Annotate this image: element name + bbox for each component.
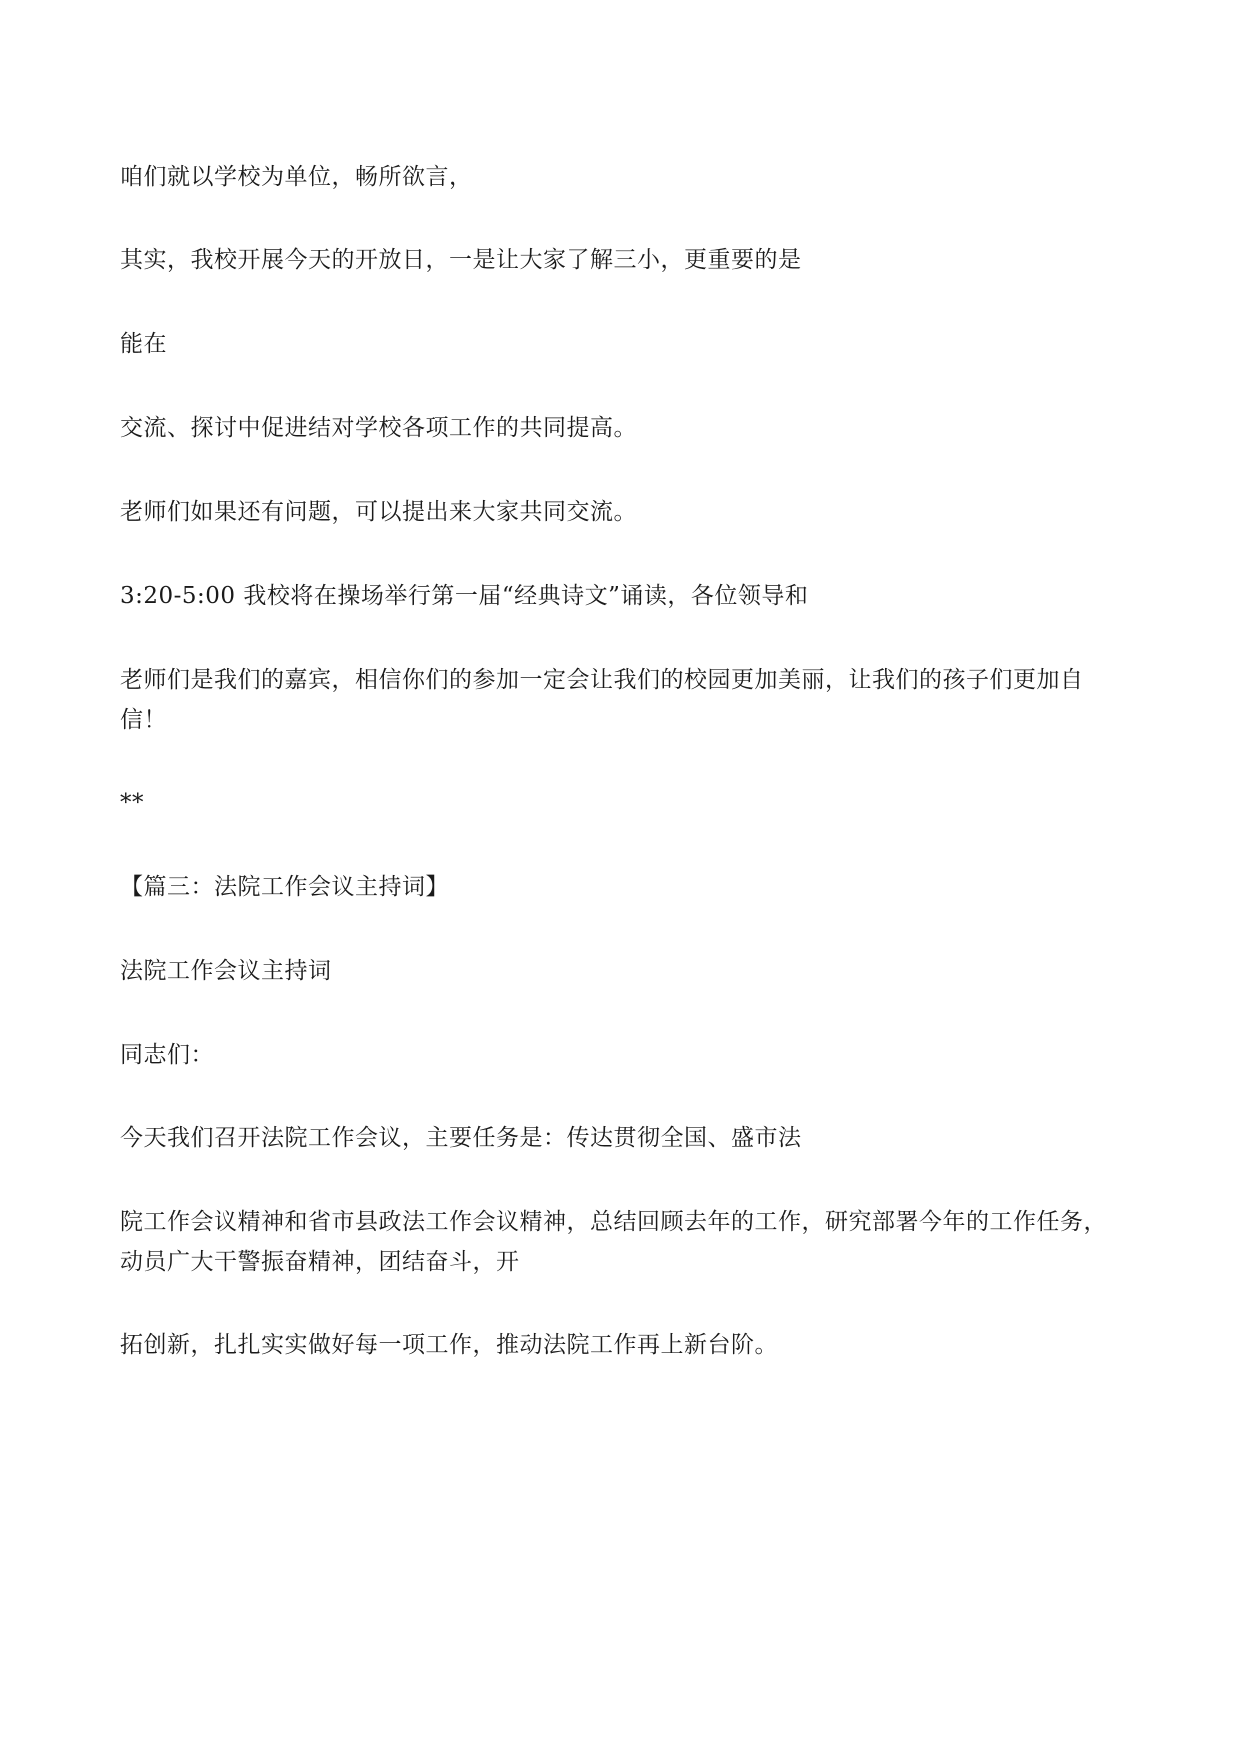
paragraph: 老师们如果还有问题，可以提出来大家共同交流。 — [120, 499, 637, 525]
paragraph: 能在 — [120, 331, 167, 357]
paragraph: 其实，我校开展今天的开放日，一是让大家了解三小，更重要的是 — [120, 247, 802, 273]
paragraph: 咱们就以学校为单位，畅所欲言， — [120, 164, 473, 190]
paragraph: 院工作会议精神和省市县政法工作会议精神，总结回顾去年的工作，研究部署今年的工作任务，动员广大干警振奋精神，团结奋斗，开 — [120, 1209, 1107, 1275]
paragraph: ** — [120, 790, 144, 816]
section-heading: 【篇三：法院工作会议主持词】 — [120, 874, 449, 900]
paragraph: 拓创新，扎扎实实做好每一项工作，推动法院工作再上新台阶。 — [120, 1332, 778, 1358]
paragraph: 今天我们召开法院工作会议，主要任务是：传达贯彻全国、盛市法 — [120, 1125, 802, 1151]
paragraph: 3:20-5:00 我校将在操场举行第一届“经典诗文”诵读，各位领导和 — [120, 583, 809, 609]
paragraph: 同志们： — [120, 1042, 214, 1068]
paragraph: 老师们是我们的嘉宾，相信你们的参加一定会让我们的校园更加美丽，让我们的孩子们更加自信！ — [120, 667, 1084, 733]
paragraph: 法院工作会议主持词 — [120, 958, 332, 984]
paragraph: 交流、探讨中促进结对学校各项工作的共同提高。 — [120, 415, 637, 441]
